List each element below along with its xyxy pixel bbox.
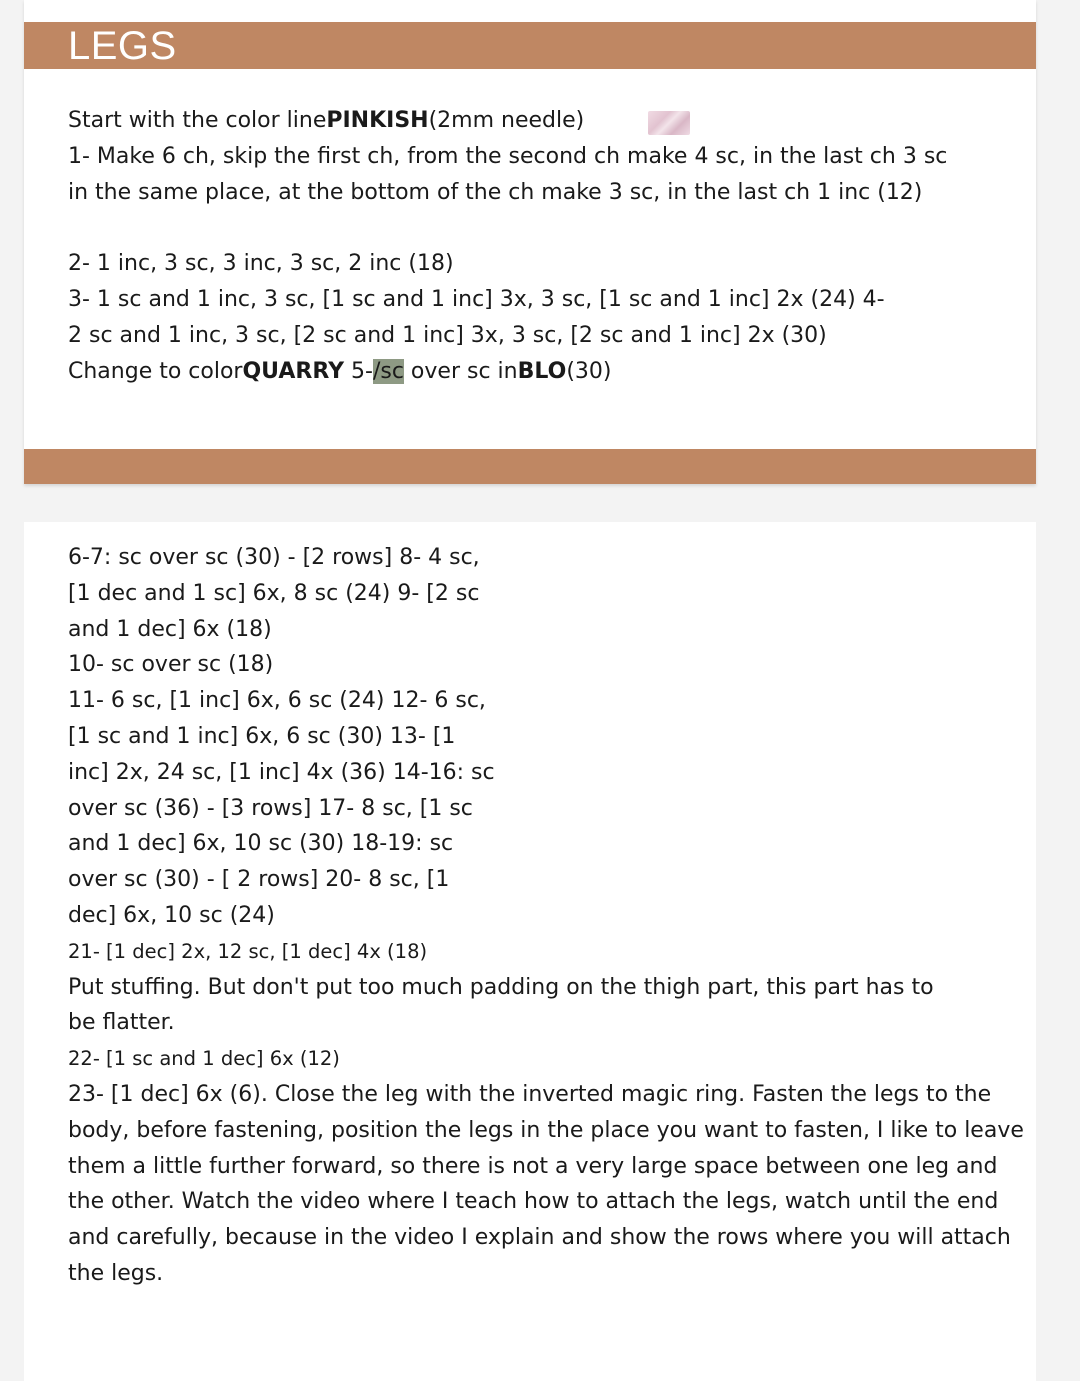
row-4: 2 sc and 1 inc, 3 sc, [2 sc and 1 inc] 3x, 3 sc, [2 sc and 1 inc] 2x (30) <box>68 322 827 348</box>
document-page-2 <box>24 522 1036 1381</box>
row-22: 22- [1 sc and 1 dec] 6x (12) <box>68 1047 340 1071</box>
row-23-line: the other. Watch the video where I teach how to attach the legs, watch until the end <box>68 1189 999 1215</box>
pattern-line: [1 sc and 1 inc] 6x, 6 sc (30) 13- [1 <box>68 723 456 749</box>
pattern-line: 6-7: sc over sc (30) - [2 rows] 8- 4 sc, <box>68 545 480 570</box>
pattern-line: 10- sc over sc (18) <box>68 652 274 678</box>
stuffing-note-b: be flatter. <box>68 1010 175 1036</box>
section-title: LEGS <box>68 24 177 68</box>
color-name-quarry: QUARRY <box>242 358 345 384</box>
row-23-line: and carefully, because in the video I explain and show the rows where you will attach <box>68 1225 1011 1251</box>
pattern-line: dec] 6x, 10 sc (24) <box>68 902 275 928</box>
pattern-line: inc] 2x, 24 sc, [1 inc] 4x (36) 14-16: sc <box>68 759 495 785</box>
highlighted-text: /sc <box>372 358 404 384</box>
row-1-line-b: in the same place, at the bottom of the ch make 3 sc, in the last ch 1 inc (12) <box>68 179 923 205</box>
start-color-line: Start with the color linePINKISH(2mm needle) <box>68 108 585 133</box>
pattern-line: 11- 6 sc, [1 inc] 6x, 6 sc (24) 12- 6 sc, <box>68 688 486 714</box>
document-page-1 <box>24 0 1036 484</box>
pattern-line: over sc (30) - [ 2 rows] 20- 8 sc, [1 <box>68 867 450 893</box>
pattern-line: and 1 dec] 6x (18) <box>68 616 272 642</box>
blo-label: BLO <box>517 358 567 384</box>
row-23-line: the legs. <box>68 1260 164 1286</box>
pinkish-color-swatch <box>648 111 690 135</box>
row-21: 21- [1 dec] 2x, 12 sc, [1 dec] 4x (18) <box>68 939 428 963</box>
row-23-line: 23- [1 dec] 6x (6). Close the leg with the inverted magic ring. Fasten the legs to the <box>68 1081 992 1107</box>
instructions-block-2 <box>68 540 1024 1292</box>
pattern-line: over sc (36) - [3 rows] 17- 8 sc, [1 sc <box>68 795 473 821</box>
row-1-line-a: 1- Make 6 ch, skip the first ch, from the second ch make 4 sc, in the last ch 3 sc <box>68 143 948 169</box>
color-name-pinkish: PINKISH <box>326 108 429 133</box>
pattern-line: [1 dec and 1 sc] 6x, 8 sc (24) 9- [2 sc <box>68 580 480 606</box>
section-header-bar <box>24 22 1036 69</box>
pattern-line: and 1 dec] 6x, 10 sc (30) 18-19: sc <box>68 831 454 857</box>
stuffing-note-a: Put stuffing. But don't put too much padding on the thigh part, this part has to <box>68 974 934 1000</box>
section-footer-bar <box>24 449 1036 484</box>
row-23-line: them a little further forward, so there is not a very large space between one leg and <box>68 1153 998 1179</box>
row-23-line: body, before fastening, position the legs in the place you want to fasten, I like to leave <box>68 1117 1024 1143</box>
row-3: 3- 1 sc and 1 inc, 3 sc, [1 sc and 1 inc] 3x, 3 sc, [1 sc and 1 inc] 2x (24) 4- <box>68 286 885 312</box>
row-2: 2- 1 inc, 3 sc, 3 inc, 3 sc, 2 inc (18) <box>68 251 454 277</box>
instructions-block-1 <box>68 103 947 389</box>
change-color-line: Change to colorQUARRY 5-/sc over sc inBLO(30) <box>68 358 612 384</box>
